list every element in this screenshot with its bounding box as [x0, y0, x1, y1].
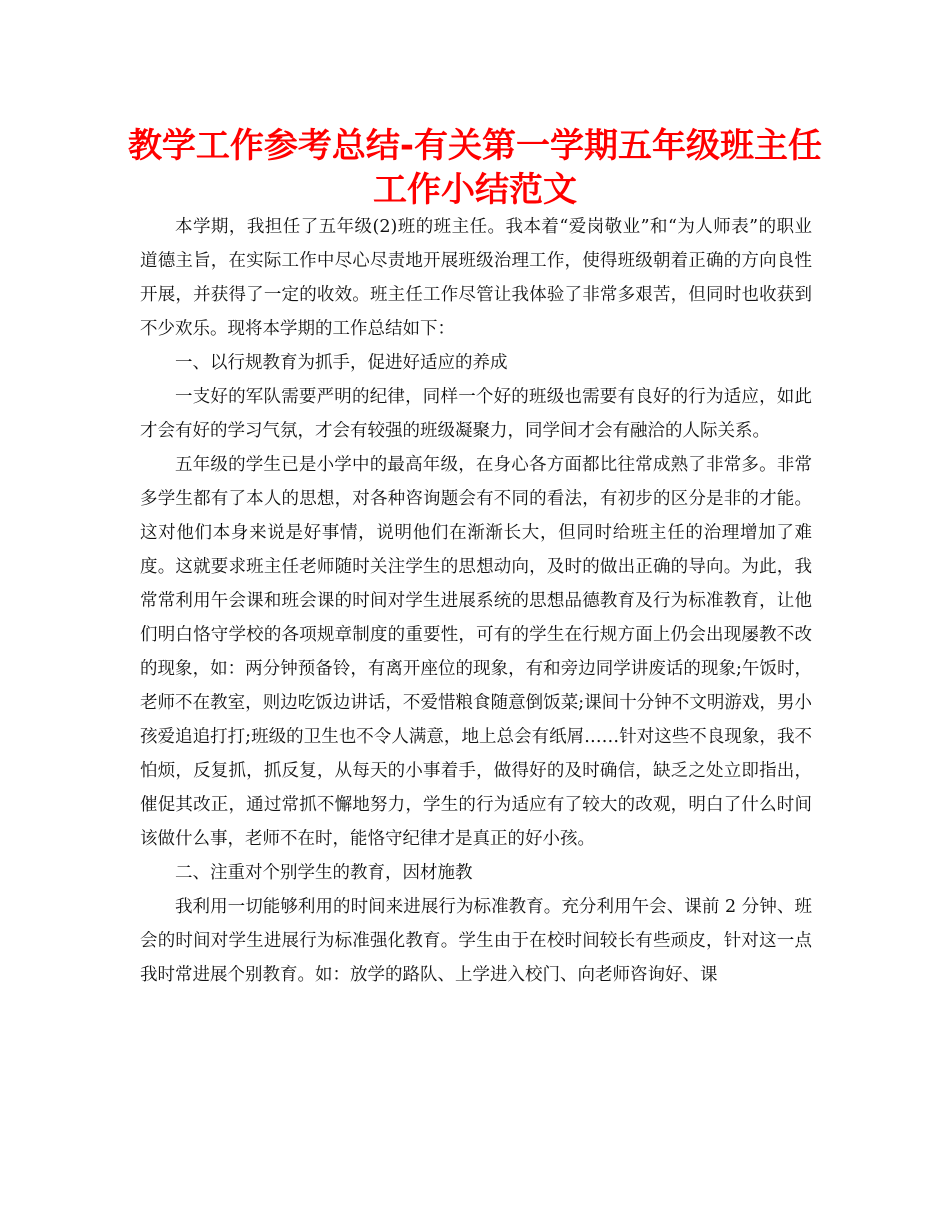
paragraph-grade-five: 五年级的学生已是小学中的最高年级，在身心各方面都比往常成熟了非常多。非常多学生都有了本人的思想，对各种咨询题会有不同的看法，有初步的区分是非的才能。这对他们本身来说是好事情，说明他们在渐渐长大，但同时给班主任的治理增加了难度。这就要求班主任老师随时关注学生的思想动向，及时的做出正确的导向。为此，我常常利用午会课和班会课的时间对学生进展系统的思想品德教育及行为标准教育，让他们明白恪守学校的各项规章制度的重要性，可有的学生在行规方面上仍会出现屡教不改的现象，如：两分钟预备铃，有离开座位的现象，有和旁边同学讲废话的现象;午饭时，老师不在教室，则边吃饭边讲话，不爱惜粮食随意倒饭菜;课间十分钟不文明游戏，男小孩爱追追打打;班级的卫生也不令人满意，地上总会有纸屑……针对这些不良现象，我不怕烦，反复抓，抓反复，从每天的小事着手，做得好的及时确信，缺乏之处立即指出，催促其改正，通过常抓不懈地努力，学生的行为适应有了较大的改观，明白了什么时间该做什么事，老师不在时，能恪守纪律才是真正的好小孩。 [140, 455, 812, 849]
document-title: 教学工作参考总结-有关第一学期五年级班主任工作小结范文 [127, 126, 823, 210]
section-heading-2: 二、注重对个别学生的教育，因材施教 [175, 863, 473, 883]
paragraph-individual-education: 我利用一切能够利用的时间来进展行为标准教育。充分利用午会、课前 2 分钟、班会的时间对学生进展行为标准强化教育。学生由于在校时间较长有些顽皮，针对这一点我时常进展个别教育。如：放学的路队、上学进入校门、向老师咨询好、课 [140, 897, 812, 985]
section-heading-1: 一、以行规教育为抓手，促进好适应的养成 [175, 353, 508, 373]
paragraph-discipline: 一支好的军队需要严明的纪律，同样一个好的班级也需要有良好的行为适应，如此才会有好的学习气氛，才会有较强的班级凝聚力，同学间才会有融洽的人际关系。 [140, 387, 812, 441]
document-body [140, 210, 812, 992]
paragraph-intro: 本学期，我担任了五年级(2)班的班主任。我本着“爱岗敬业”和“为人师表”的职业道德主旨，在实际工作中尽心尽责地开展班级治理工作，使得班级朝着正确的方向良性开展，并获得了一定的收效。班主任工作尽管让我体验了非常多艰苦，但同时也收获到不少欢乐。现将本学期的工作总结如下： [140, 217, 812, 339]
